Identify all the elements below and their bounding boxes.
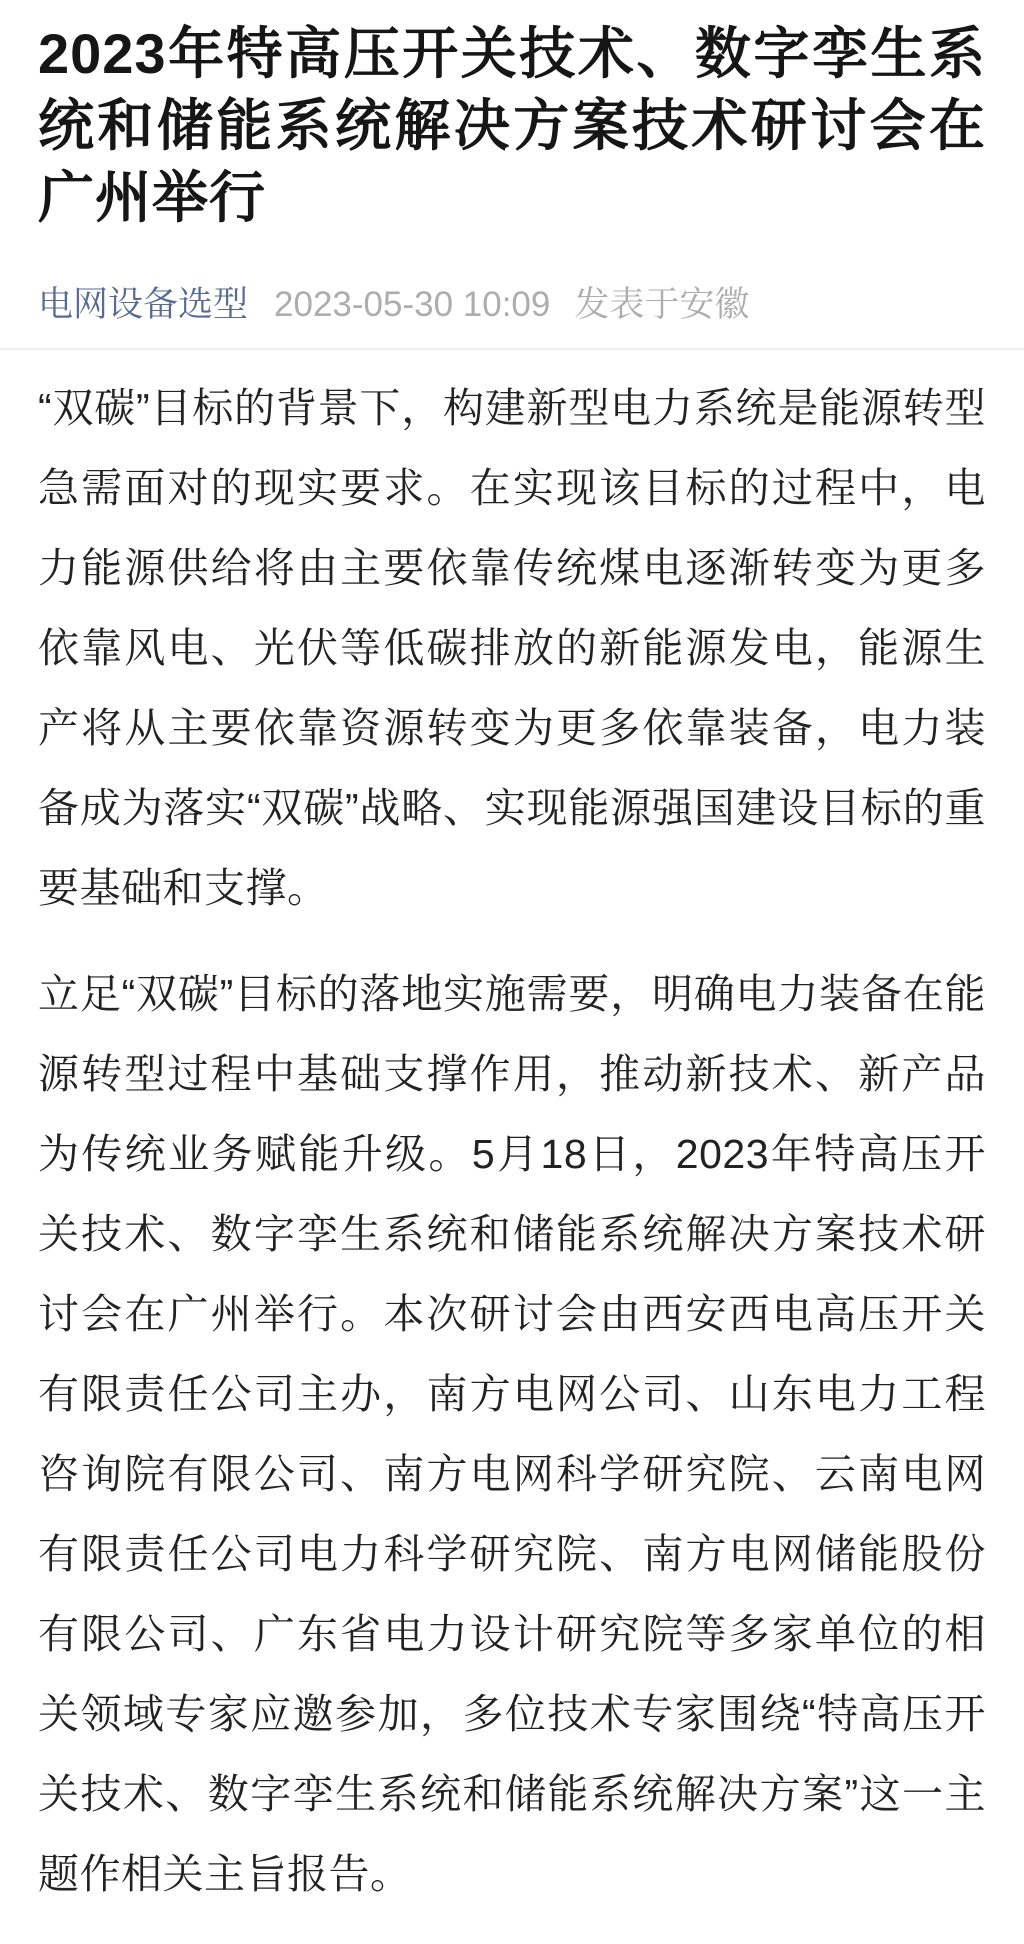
article-meta-row	[38, 282, 986, 328]
article-title: 2023年特高压开关技术、数字孪生系统和储能系统解决方案技术研讨会在广州举行	[38, 22, 986, 229]
body-paragraph-2: 立足“双碳”目标的落地实施需要，明确电力装备在能源转型过程中基础支撑作用，推动新技术、新产品为传统业务赋能升级。5月18日，2023年特高压开关技术、数字孪生系统和储能系统解决方案技术研讨会在广州举行。本次研讨会由西安西电高压开关有限责任公司主办，南方电网公司、山东电力工程咨询院有限公司、南方电网科学研究院、云南电网有限责任公司电力科学研究院、南方电网储能股份有限公司、广东省电力设计研究院等多家单位的相关领域专家应邀参加，多位技术专家围绕“特高压开关技术、数字孪生系统和储能系统解决方案”这一主题作相关主旨报告。	[38, 971, 986, 1897]
body-paragraph-1: “双碳”目标的背景下，构建新型电力系统是能源转型急需面对的现实要求。在实现该目标的过程中，电力能源供给将由主要依靠传统煤电逐渐转变为更多依靠风电、光伏等低碳排放的新能源发电，能源生产将从主要依靠资源转变为更多依靠装备，电力装备成为落实“双碳”战略、实现能源强国建设目标的重要基础和支撑。	[38, 385, 986, 911]
account-name-link[interactable]: 电网设备选型	[38, 285, 249, 324]
article-body	[38, 350, 986, 1914]
publish-time: 2023-05-30 10:09	[274, 285, 551, 324]
publish-location: 发表于安徽	[574, 285, 750, 324]
